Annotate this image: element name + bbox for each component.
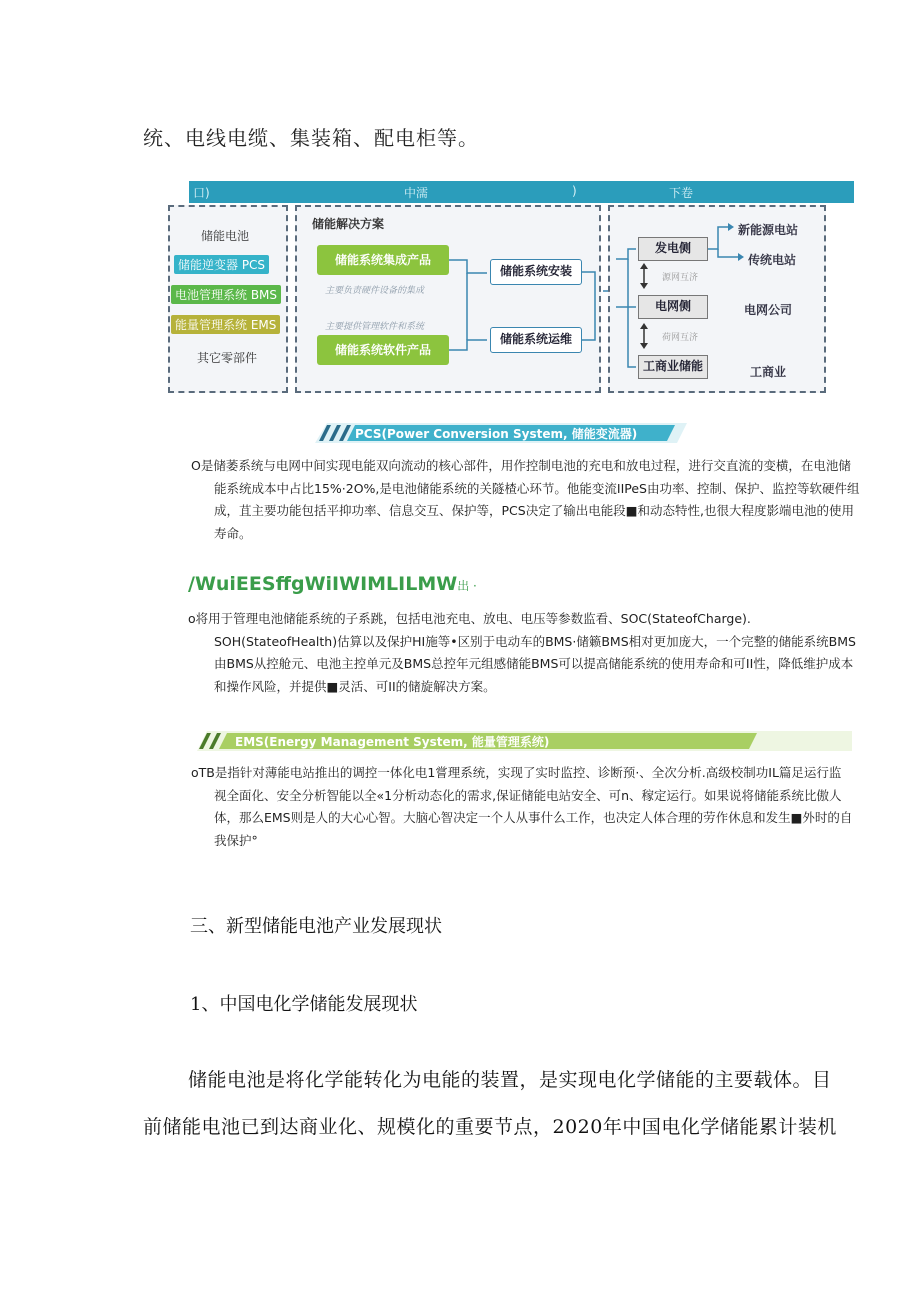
integration-product: 储能系统集成产品: [317, 245, 449, 275]
operate-box: 储能系统运维: [490, 327, 582, 353]
industrial-storage: 工商业储能: [638, 355, 708, 379]
ems-line-3: 体，那么EMS则是人的大心心智。大脑心智决定一个人从事什么工作，也决定人体合理的劳作休息和发生■外时的自: [214, 810, 853, 825]
bms-line-1: o将用于管理电池储能系统的子系跳，包括电池充电、放电、电压等参数监看、SOC(StateofCharge).: [188, 611, 751, 626]
component-battery: 储能电池: [201, 229, 250, 243]
component-pcs: 储能逆变器 PCS: [174, 255, 269, 274]
bms-line-2: SOH(StateofHealth)估算以及保护HI施等•区别于电动车的BMS·储籁BMS相对更加庞大，一个完整的储能系统BMS: [214, 633, 856, 649]
bms-heading-text: /WuiEESffgWiIWIMLILMW: [188, 573, 458, 595]
generation-side: 发电侧: [638, 237, 708, 261]
upstream-box: [168, 205, 288, 393]
pcs-line-2: 能系统成本中占比15%·2O%,是电池储能系统的关隧楂心环节。他能变流IIPeS由功率、控制、保护、监控等软硬件组: [214, 480, 860, 496]
grid-load-label: 荷网互济: [662, 333, 699, 343]
topbar-left-label: 口): [193, 186, 210, 200]
ems-line-1: oTB是指针对薄能电站推出的调控一体化电1嘗理系统，实现了实时监控、诊断预·、全次分析.高级校制功IL篇足运行监: [191, 765, 842, 780]
grid-side: 电网侧: [638, 295, 708, 319]
component-ems: 能量管理系统 EMS: [171, 315, 280, 334]
ems-line-4: 我保护°: [214, 832, 258, 848]
ems-banner: [197, 731, 852, 751]
bms-line-3: 由BMS从控舱元、电池主控单元及BMS总控年元组感储能BMS可以提高储能系统的使用寿命和可II性，降低维护成本: [214, 656, 854, 671]
industry-chain-diagram: [168, 181, 854, 393]
dest-traditional: 传统电站: [748, 253, 797, 267]
ems-paragraph: [191, 762, 852, 852]
pcs-line-4: 寿命。: [214, 525, 252, 541]
bms-heading-suffix: 出 ·: [457, 579, 477, 593]
bms-paragraph: [188, 608, 856, 698]
downstream-connectors: [610, 207, 828, 395]
software-product: 储能系统软件产品: [317, 335, 449, 365]
diagram-topbar: [189, 181, 854, 203]
component-bms: 电池管理系统 BMS: [171, 285, 281, 304]
topbar-paren-label: ): [572, 184, 577, 198]
software-note: 主要提供管理软件和系统: [325, 322, 425, 332]
pcs-paragraph: [191, 455, 860, 545]
pcs-banner-text: PCS(Power Conversion System, 储能变流器): [355, 427, 638, 441]
midstream-box: [295, 205, 601, 393]
midstream-connectors: [297, 207, 603, 395]
install-box: 储能系统安装: [490, 259, 582, 285]
ems-line-2: 视全面化、安全分析智能以全«1分析动态化的需求,保证储能电站安全、可n、稼定运行。如果说将储能系统比傲人: [214, 787, 842, 803]
dest-industry: 工商业: [750, 365, 787, 379]
pcs-line-3: 成，苴主要功能包括平抑功率、信息交互、保护等，PCS决定了输出电能段■和动态特性,也很大程度影端电池的使用: [214, 503, 854, 518]
source-grid-label: 源网互济: [662, 273, 699, 283]
body-line-1: 储能电池是将化学能转化为电能的装置，是实现电化学储能的主要载体。目: [188, 1069, 832, 1091]
bms-line-4: 和操作风险，并提供■灵活、可II的储旋解决方案。: [214, 678, 496, 694]
component-other: 其它零部件: [197, 351, 258, 365]
downstream-box: [608, 205, 826, 393]
pcs-banner: [315, 423, 687, 443]
pcs-line-1: O是储萎系统与电网中间实现电能双向流动的核心部件，用作控制电池的充电和放电过程，进行交直流的变横，在电池储: [191, 458, 851, 473]
dest-new-energy: 新能源电站: [738, 223, 799, 237]
integration-note: 主要负责硬件设备的集成: [325, 286, 425, 296]
body-line-2: 前储能电池已到达商业化、规模化的重要节点，2020年中国电化学储能累计装机: [143, 1116, 837, 1138]
section-3-1-heading: 1、中国电化学储能发展现状: [190, 994, 418, 1015]
topbar-mid-label: 中濡: [404, 186, 429, 200]
ems-banner-text: EMS(Energy Management System, 能量管理系统): [235, 735, 550, 749]
section-3-heading: 三、新型储能电池产业发展现状: [190, 916, 442, 937]
topbar-right-label: 下卷: [669, 186, 694, 200]
dest-grid-company: 电网公司: [744, 303, 793, 317]
bms-heading: [188, 573, 477, 595]
solution-title: 储能解决方案: [312, 217, 385, 231]
intro-line: 统、电线电缆、集装箱、配电柜等。: [143, 126, 479, 150]
